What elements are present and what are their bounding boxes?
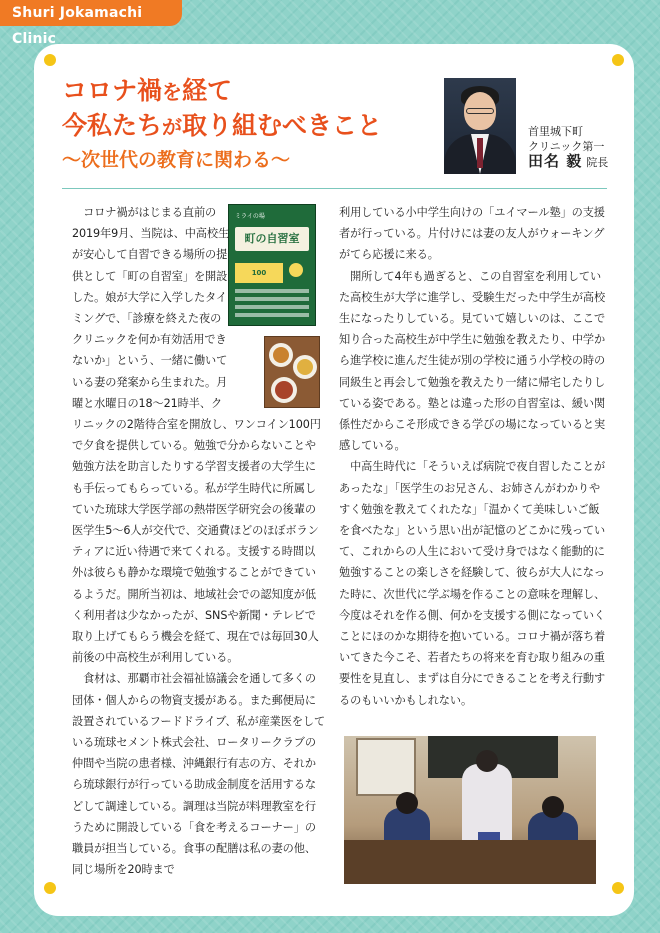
paragraph: 食材は、那覇市社会福祉協議会を通して多くの団体・個人からの物資支援がある。また郵便局に設置されているフードドライブ、私が産業医をしている琉球セメント株式会社、ロータリークラブの仲間や当院の患者様、沖縄銀行有志の方、それから琉球銀行が行っている助成金制度を活用するなどして調達している。調理は当院が料理教室を行うために開設している「食を考えるコーナー」の職員が担当している。食事の配膳は私の妻の他、同じ場所を20時まで [72, 672, 326, 877]
corner-dot-icon [612, 882, 624, 894]
clinic-name-tab: Shuri Jokamachi Clinic [0, 0, 182, 26]
paragraph: コロナ禍がはじまる直前の2019年9月、当院は、中高校生が安心して自習できる場所の提供として「町の自習室」を開設した。娘が大学に入学したタイミングで、「診療を終えた夜のクリニックを何か有効活用できないか」という、一緒に働いている妻の発案から生まれた。月曜と水曜日の18〜21時半、クリニックの2階待合室を開放し、ワンコイン100円で夕食を提供している。勉強で分からないことや勉強方法を助言したりする学習支援者の大学生にも手伝ってもらっている。私が学生時代に所属していた琉球大学医学部の熱帯医学研究会の後輩の医学生5〜6人が交代で、交通費ほどのほぼボランティアに近い待遇で来てくれる。支援する時間以外は彼らも静かな環境で勉強することができているようだ。開所当初は、地域社会での認知度が低く利用者は少なかったが、SNSや新聞・テレビで取り上げてもらう機会を経て、現在では毎回30人前後の中高校生が利用している。 [72, 206, 321, 665]
paragraph: 利用している小中学生向けの「ユイマール塾」の支援者が行っている。片付けには妻の友人がウォーキングがてら応援に来る。 [339, 206, 605, 262]
paragraph: 開所して4年も過ぎると、この自習室を利用していた高校生が大学に進学し、受験生だった中学生が高校生になったりしている。見ていて嬉しいのは、ここで知り合った高校生が中学生に勉強を教えたり、中学から進学校に進んだ生徒が別の学校に通う小学校の時の同級生と再会して勉強を教えたり一緒に帰宅したりしている姿である。塾とは違った形の自習室は、緩い関係性だからこそ形成できる学びの場になっていると実感している。 [339, 269, 606, 453]
author-affiliation-1: 首里城下町 [528, 125, 583, 138]
author-role: 院長 [586, 156, 609, 169]
author-affiliation-2: クリニック第一 [528, 140, 605, 153]
article-title [62, 74, 382, 174]
title-line-2: 今私たちが取り組むべきこと [62, 111, 383, 140]
corner-dot-icon [612, 54, 624, 66]
body-column-right [339, 202, 607, 711]
body-column-left [72, 202, 326, 881]
study-room-photo [344, 736, 596, 884]
author-name: 田名 毅 [528, 152, 583, 170]
study-room-poster-image: ミライの場 町の自習室 100 [228, 204, 316, 326]
article-subtitle: 〜次世代の教育に関わる〜 [62, 149, 291, 171]
author-photo [444, 78, 516, 174]
corner-dot-icon [44, 882, 56, 894]
paragraph: 中高生時代に「そういえば病院で夜自習したことがあったな」「医学生のお兄さん、お姉さんがわかりやすく勉強を教えてくれたな」「温かくて美味しいご飯を食べたな」という思い出が記憶のどこかに残っていて、これからの人生において受け身ではなく能動的に勉強することの楽しさを経験して、彼らが大人になった時に、次世代に学ぶ場を作ることの意味を理解し、今度はそれを作る側、何かを支援する側になっていくことにほのかな期待を抱いている。コロナ禍が落ち着いてきた今こそ、若者たちの将来を育む取り組みの重要性を見直し、まずは自分にできることを考え行動するのもいいかもしれない。 [339, 460, 606, 707]
title-line-1: コロナ禍を経て [62, 76, 233, 105]
article-card [34, 44, 634, 916]
author-info [528, 124, 608, 170]
corner-dot-icon [44, 54, 56, 66]
title-divider [62, 188, 607, 189]
